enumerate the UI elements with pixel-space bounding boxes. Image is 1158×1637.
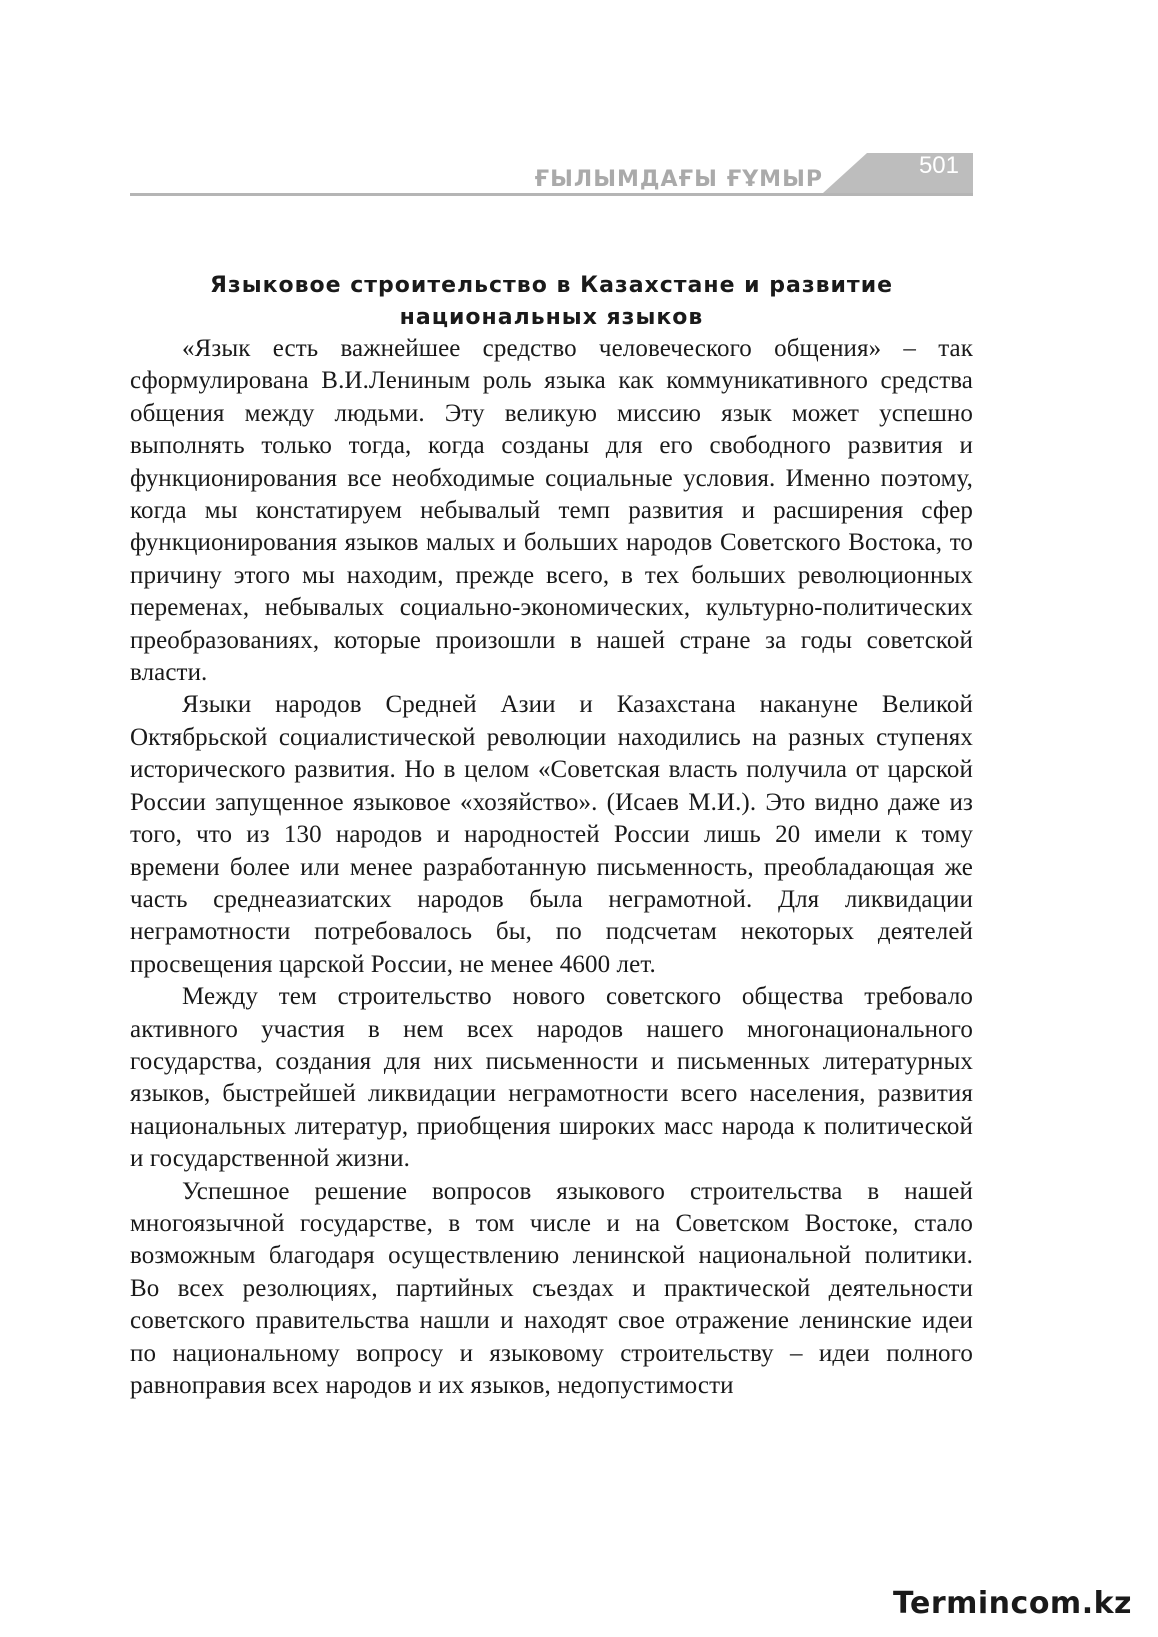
paragraph: «Язык есть важнейшее средство человеческого общения» – так сформулирована В.И.Лениным роль языка как коммуникативного средства общения между людьми. Эту великую миссию язык может успешно выполнять только тогда, когда созданы для его свободного развития и функционирования все необходимые социальные условия. Именно поэтому, когда мы констатируем небывалый темп развития и расширения сфер функционирования языков малых и больших народов Советского Востока, то причину этого мы находим, прежде всего, в тех больших революционных переменах, небывалых социально-экономических, культурно-политических преобразованиях, которые произошли в нашей стране за годы советской власти. — [130, 335, 973, 687]
page-number: 501 — [918, 152, 959, 179]
paragraph: Языки народов Средней Азии и Казахстана накануне Великой Октябрьской социалистической революции находились на разных ступенях исторического развития. Но в целом «Советская власть получила от царской России запущенное языковое «хозяйство». (Исаев М.И.). Это видно даже из того, что из 130 народов и народностей России лишь 20 имели к тому времени более или менее разработанную письменность, преобладающая же часть среднеазиатских народов была неграмотной. Для ликвидации неграмотности потребовалось бы, по подсчетам некоторых деятелей просвещения царской России, не менее 4600 лет. — [130, 691, 973, 978]
article-title-line-2: национальных языков — [399, 305, 704, 330]
article-title — [130, 270, 973, 334]
watermark-logo: Termincom.kz — [893, 1586, 1132, 1621]
section-title: ҒЫЛЫМДАҒЫ ҒҰМЫР — [534, 167, 823, 192]
article-title-line-1: Языковое строительство в Казахстане и развитие — [209, 273, 894, 298]
article-body — [130, 333, 973, 1402]
paragraph: Успешное решение вопросов языкового строительства в нашей многоязычной государстве, в том числе и на Советском Востоке, стало возможным благодаря осуществлению ленинской национальной политики. Во всех резолюциях, партийных съездах и практической деятельности советского правительства нашли и находят свое отражение ленинские идеи по национальному вопросу и языковому строительству – идеи полного равноправия всех народов и их языков, недопустимости — [130, 1177, 973, 1399]
running-header — [130, 148, 973, 196]
header-rule — [130, 193, 973, 196]
paragraph: Между тем строительство нового советского общества требовало активного участия в нем всех народов нашего многонационального государства, создания для них письменности и письменных литературных языков, быстрейшей ликвидации неграмотности всего населения, развития национальных литератур, приобщения широких масс народа к политической и государственной жизни. — [130, 983, 973, 1173]
